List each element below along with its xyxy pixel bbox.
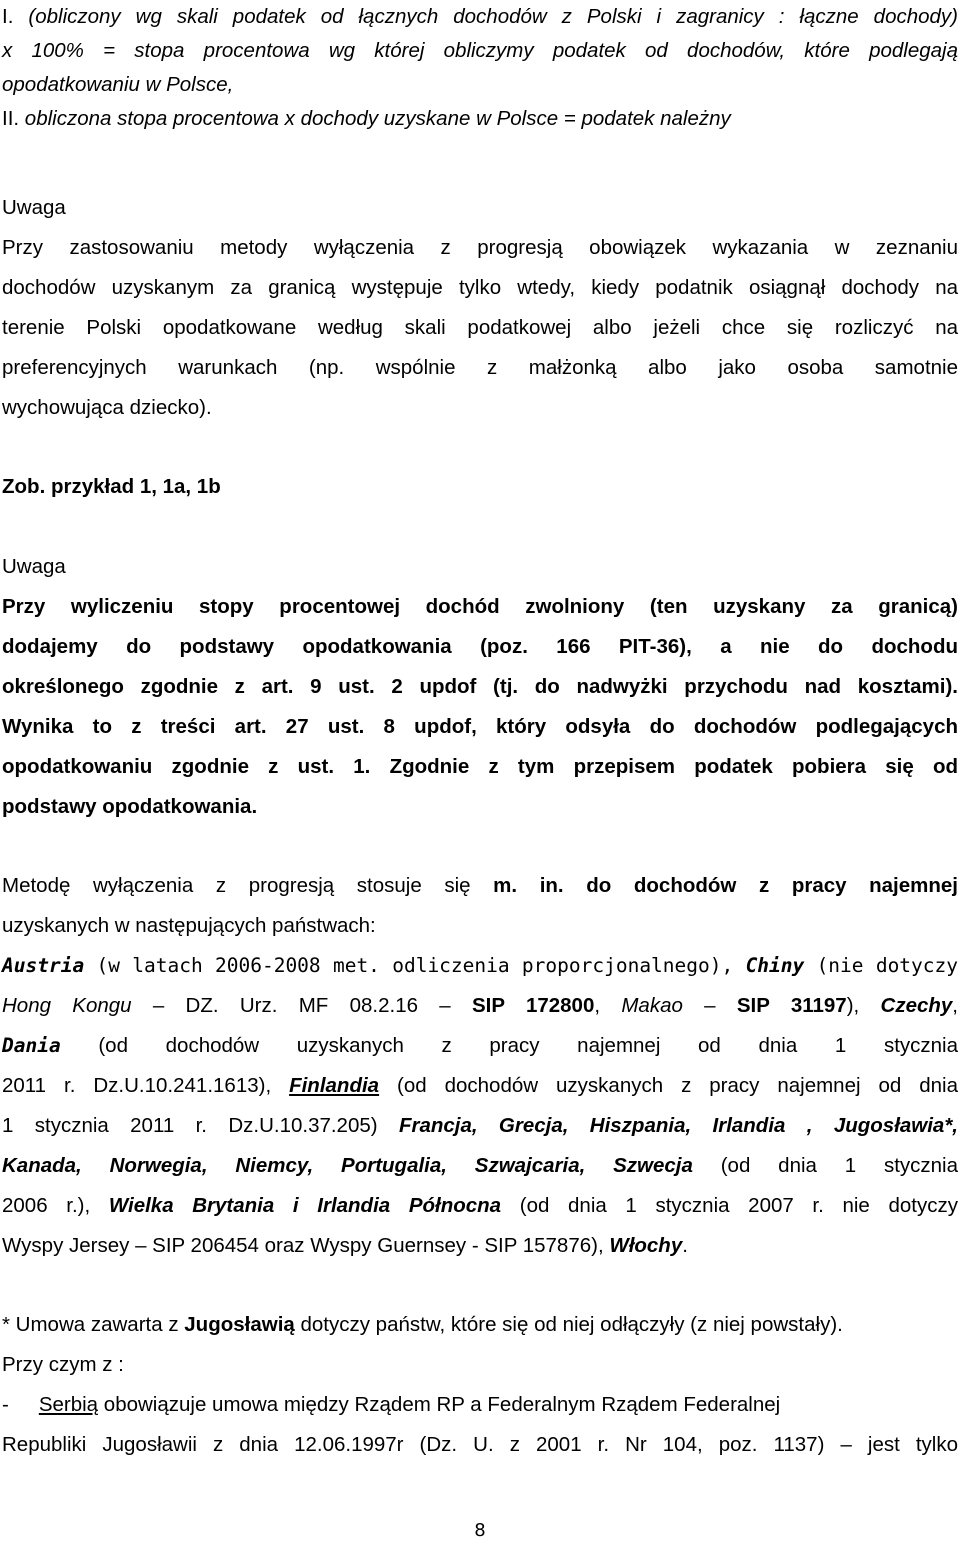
paragraph-line: x 100% = stopa procentowa wg której obliczymy podatek od dochodów, które podlegają bbox=[2, 39, 958, 62]
paragraph-line: preferencyjnych warunkach (np. wspólnie z małżonką albo jako osoba samotnie bbox=[2, 356, 958, 379]
footnote-line: - Serbią obowiązuje umowa między Rządem RP a Federalnym Rządem Federalnej bbox=[2, 1393, 781, 1416]
paragraph-line: Metodę wyłączenia z progresją stosuje się m. in. do dochodów z pracy najemnej bbox=[2, 874, 958, 897]
paragraph-line: II. obliczona stopa procentowa x dochody uzyskane w Polsce = podatek należny bbox=[2, 107, 731, 130]
paragraph-line: wychowująca dziecko). bbox=[2, 396, 212, 419]
paragraph-line: 2006 r.), Wielka Brytania i Irlandia Północna (od dnia 1 stycznia 2007 r. nie dotyczy bbox=[2, 1194, 958, 1217]
paragraph-line: Austria (w latach 2006-2008 met. odliczenia proporcjonalnego), Chiny (nie dotyczy bbox=[2, 954, 959, 977]
paragraph-line: podstawy opodatkowania. bbox=[2, 795, 258, 818]
note-heading: Uwaga bbox=[2, 555, 66, 578]
paragraph-line: dochodów uzyskanym za granicą występuje tylko wtedy, kiedy podatnik osiągnął dochody na bbox=[2, 276, 958, 299]
paragraph-line: Wynika to z treści art. 27 ust. 8 updof, który odsyła do dochodów podlegających bbox=[2, 715, 958, 738]
see-example: Zob. przykład 1, 1a, 1b bbox=[2, 475, 221, 498]
page-number: 8 bbox=[474, 1520, 486, 1541]
paragraph-line: opodatkowaniu w Polsce, bbox=[2, 73, 234, 96]
paragraph-line: Hong Kongu – DZ. Urz. MF 08.2.16 – SIP 172800, Makao – SIP 31197), Czechy, bbox=[2, 994, 958, 1017]
footnote-line: * Umowa zawarta z Jugosławią dotyczy państw, które się od niej odłączyły (z niej powstały). bbox=[2, 1313, 843, 1336]
note-heading: Uwaga bbox=[2, 196, 66, 219]
paragraph-line: 2011 r. Dz.U.10.241.1613), Finlandia (od dochodów uzyskanych z pracy najemnej od dnia bbox=[2, 1074, 958, 1097]
paragraph-line: określonego zgodnie z art. 9 ust. 2 updof (tj. do nadwyżki przychodu nad kosztami). bbox=[2, 675, 958, 698]
serbia-term: Serbią bbox=[38, 1393, 99, 1416]
paragraph-line: Kanada, Norwegia, Niemcy, Portugalia, Szwajcaria, Szwecja (od dnia 1 stycznia bbox=[2, 1154, 959, 1177]
paragraph-line: Przy zastosowaniu metody wyłączenia z progresją obowiązek wykazania w zeznaniu bbox=[2, 236, 958, 259]
paragraph-line: Przy wyliczeniu stopy procentowej dochód zwolniony (ten uzyskany za granicą) bbox=[2, 595, 958, 618]
footnote-line: Republiki Jugosławii z dnia 12.06.1997r (Dz. U. z 2001 r. Nr 104, poz. 1137) – jest tylko bbox=[2, 1433, 958, 1456]
paragraph-line: I. (obliczony wg skali podatek od łącznych dochodów z Polski i zagranicy : łączne dochody) bbox=[2, 5, 959, 28]
paragraph-line: uzyskanych w następujących państwach: bbox=[2, 914, 376, 937]
paragraph-line: dodajemy do podstawy opodatkowania (poz. 166 PIT-36), a nie do dochodu bbox=[2, 635, 958, 658]
paragraph-line: Dania (od dochodów uzyskanych z pracy najemnej od dnia 1 stycznia bbox=[2, 1034, 958, 1057]
paragraph-line: 1 stycznia 2011 r. Dz.U.10.37.205) Francja, Grecja, Hiszpania, Irlandia , Jugosławia*, bbox=[2, 1114, 959, 1137]
footnote-line: Przy czym z : bbox=[2, 1353, 124, 1376]
paragraph-line: opodatkowaniu zgodnie z ust. 1. Zgodnie z tym przepisem podatek pobiera się od bbox=[2, 755, 958, 778]
paragraph-line: terenie Polski opodatkowane według skali podatkowej albo jeżeli chce się rozliczyć na bbox=[2, 316, 958, 339]
paragraph-line: Wyspy Jersey – SIP 206454 oraz Wyspy Guernsey - SIP 157876), Włochy. bbox=[2, 1234, 688, 1257]
